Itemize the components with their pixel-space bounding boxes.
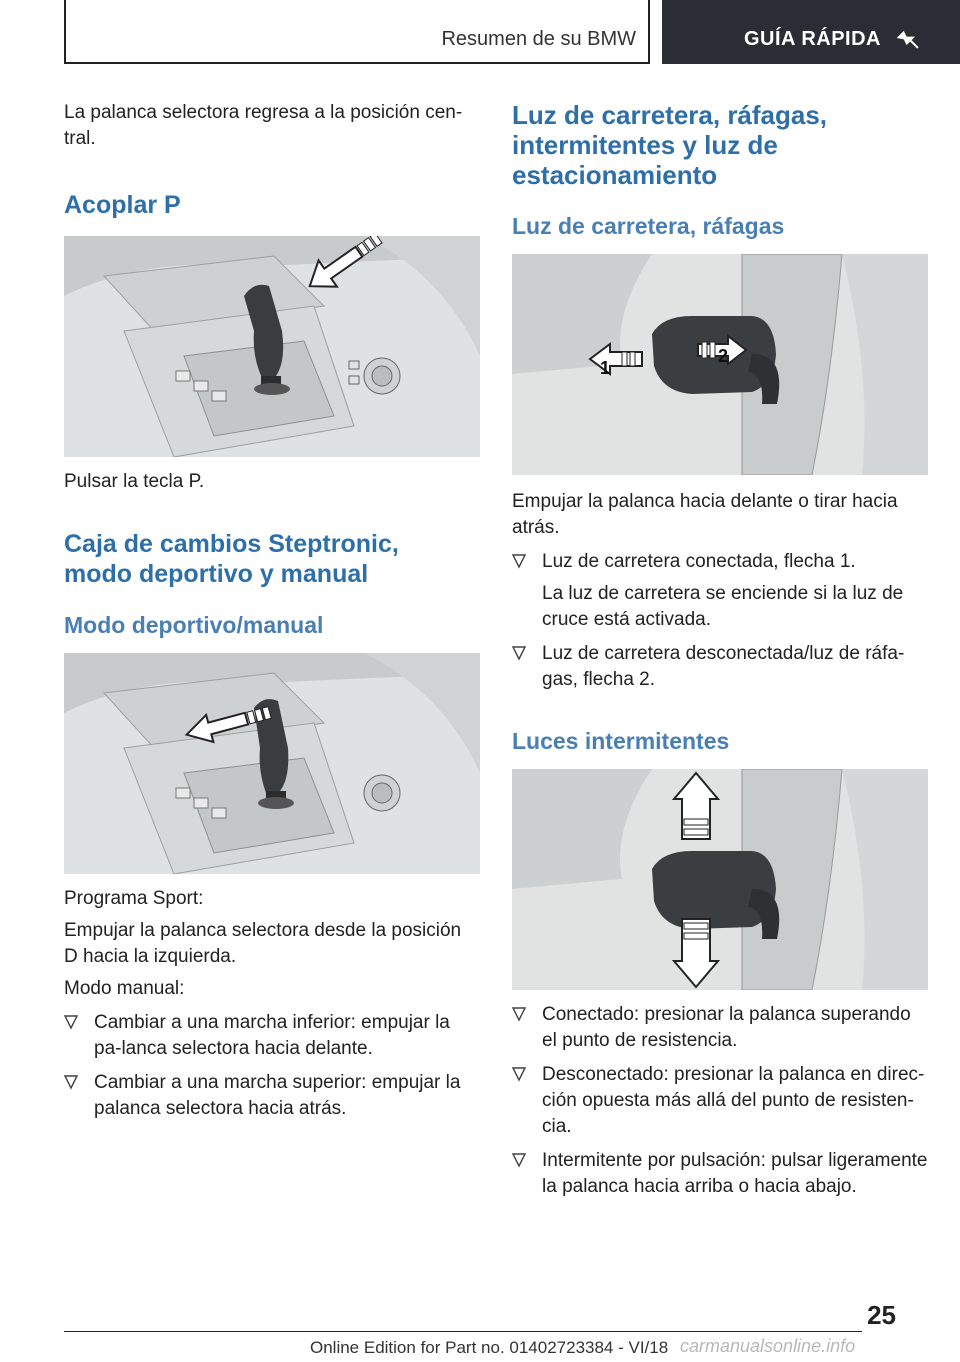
list-item bbox=[64, 1070, 480, 1122]
heading-caja-cambios: Caja de cambios Steptronic, modo deportivo y manual bbox=[64, 530, 399, 588]
heading-luces-intermitentes: Luces intermitentes bbox=[512, 728, 730, 754]
heading-modo-deportivo: Modo deportivo/manual bbox=[64, 612, 324, 638]
footer-rule bbox=[64, 1331, 862, 1332]
footer-edition: Online Edition for Part no. 01402723384 - VI/18 bbox=[310, 1338, 669, 1357]
triangle-bullet-icon bbox=[512, 1152, 526, 1168]
header-left-rule bbox=[64, 0, 66, 62]
figure-stalk-turn-signal bbox=[512, 769, 928, 990]
triangle-bullet-icon bbox=[64, 1074, 78, 1090]
triangle-bullet-icon bbox=[512, 645, 526, 661]
figure-stalk-highbeam bbox=[512, 254, 928, 475]
bullet-subtext: La luz de carretera se enciende si la luz de cruce está activada. bbox=[542, 583, 904, 630]
heading-acoplar-p: Acoplar P bbox=[64, 191, 181, 219]
bullet-text: Luz de carretera conectada, flecha 1. bbox=[542, 551, 856, 572]
bullet-text: Cambiar a una marcha inferior: empujar la pa-lanca selectora hacia delante. bbox=[94, 1012, 450, 1059]
figure-gear-lever-p bbox=[64, 236, 480, 457]
left-column bbox=[64, 100, 484, 1122]
list-item bbox=[512, 1062, 928, 1140]
turn-signal-bullets bbox=[512, 1002, 928, 1200]
list-item bbox=[64, 1010, 480, 1062]
header-bottom-rule bbox=[64, 62, 650, 64]
bullet-text: Conectado: presionar la palanca superando el punto de resistencia. bbox=[542, 1004, 911, 1051]
triangle-bullet-icon bbox=[512, 553, 526, 569]
triangle-bullet-icon bbox=[512, 1066, 526, 1082]
intro-text: La palanca selectora regresa a la posición cen-tral. bbox=[64, 102, 463, 149]
programa-sport-text: Programa Sport: bbox=[64, 888, 204, 909]
header-section-title: Resumen de su BMW bbox=[441, 28, 636, 50]
page-number: 25 bbox=[867, 1300, 896, 1330]
footer-watermark: carmanualsonline.info bbox=[680, 1336, 856, 1356]
bullet-text: Intermitente por pulsación: pulsar ligeramente la palanca hacia arriba o hacia abajo. bbox=[542, 1150, 928, 1197]
list-item bbox=[512, 549, 928, 575]
triangle-bullet-icon bbox=[64, 1014, 78, 1030]
right-column bbox=[512, 100, 932, 1200]
header-divider bbox=[648, 0, 650, 62]
list-item bbox=[512, 641, 928, 693]
arrow-1-label: 1 bbox=[600, 358, 611, 378]
arrow-2-label: 2 bbox=[718, 346, 729, 366]
quick-guide-tab-label: GUÍA RÁPIDA bbox=[744, 28, 881, 50]
pin-icon bbox=[894, 26, 922, 54]
figure-gear-lever-sport bbox=[64, 653, 480, 874]
empujar-palanca-text: Empujar la palanca hacia delante o tirar hacia atrás. bbox=[512, 491, 898, 538]
bullet-text: Desconectado: presionar la palanca en direc-ción opuesta más allá del punto de resisten-cia. bbox=[542, 1064, 925, 1137]
list-item bbox=[512, 1148, 928, 1200]
triangle-bullet-icon bbox=[512, 1006, 526, 1022]
heading-luz-rafagas: Luz de carretera, ráfagas bbox=[512, 213, 785, 239]
empujar-text: Empujar la palanca selectora desde la posición D hacia la izquierda. bbox=[64, 920, 462, 967]
list-item bbox=[512, 1002, 928, 1054]
highbeam-bullets bbox=[512, 549, 928, 693]
bullet-text: Luz de carretera desconectada/luz de ráfa-gas, flecha 2. bbox=[542, 643, 905, 690]
manual-bullets bbox=[64, 1010, 480, 1122]
heading-luz-carretera: Luz de carretera, ráfagas, intermitentes y luz de estacionamiento bbox=[512, 100, 828, 190]
pulsar-text: Pulsar la tecla P. bbox=[64, 471, 205, 492]
quick-guide-tab[interactable] bbox=[662, 0, 960, 64]
bullet-text: Cambiar a una marcha superior: empujar la palanca selectora hacia atrás. bbox=[94, 1072, 461, 1119]
modo-manual-text: Modo manual: bbox=[64, 978, 185, 999]
